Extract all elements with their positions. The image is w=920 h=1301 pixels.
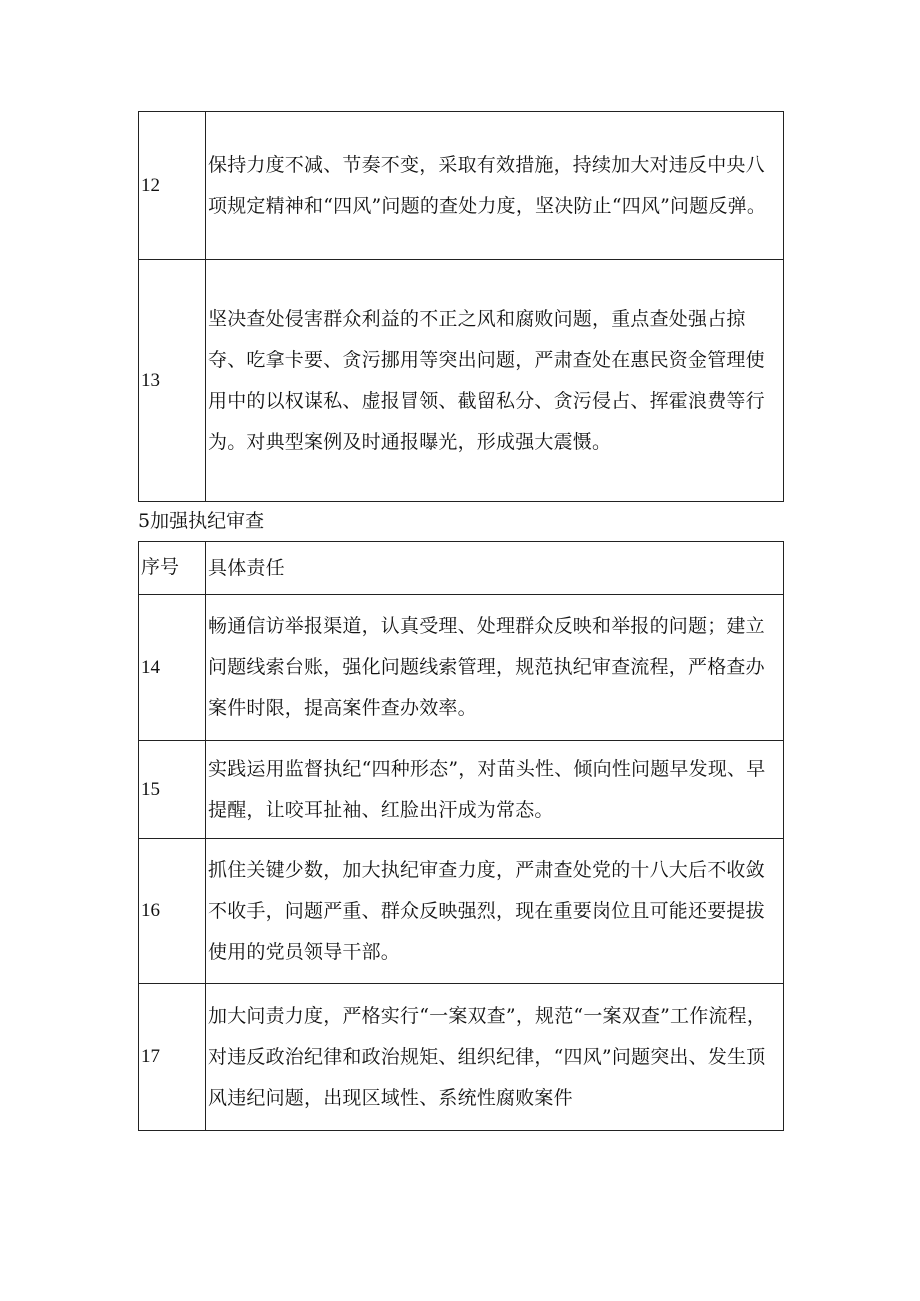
- table-row: [139, 839, 784, 984]
- responsibility-text-cell: 坚决查处侵害群众利益的不正之风和腐败问题，重点查处强占掠夺、吃拿卡要、贪污挪用等突出问题，严肃查处在惠民资金管理使用中的以权谋私、虚报冒领、截留私分、贪污侵占、挥霍浪费等行为。对典型案例及时通报曝光，形成强大震慑。: [206, 260, 784, 502]
- responsibility-text-cell: 加大问责力度，严格实行“一案双查”，规范“一案双查”工作流程，对违反政治纪律和政治规矩、组织纪律，“四风”问题突出、发生顶风违纪问题，出现区域性、系统性腐败案件: [206, 984, 784, 1131]
- row-number-cell: 15: [139, 741, 206, 839]
- row-number-cell: 12: [139, 112, 206, 260]
- row-number-cell: 13: [139, 260, 206, 502]
- responsibility-text-cell: 保持力度不减、节奏不变，采取有效措施，持续加大对违反中央八项规定精神和“四风”问题的查处力度，坚决防止“四风”问题反弹。: [206, 112, 784, 260]
- row-number-cell: 16: [139, 839, 206, 984]
- responsibility-table: [138, 541, 784, 1131]
- column-header-number: 序号: [139, 542, 206, 595]
- column-header-responsibility: 具体责任: [206, 542, 784, 595]
- table-row: [139, 984, 784, 1131]
- table-header-row: [139, 542, 784, 595]
- table-row: [139, 741, 784, 839]
- responsibility-text-cell: 抓住关键少数，加大执纪审查力度，严肃查处党的十八大后不收敛不收手，问题严重、群众反映强烈，现在重要岗位且可能还要提拔使用的党员领导干部。: [206, 839, 784, 984]
- responsibility-table-continued: [138, 111, 784, 502]
- table-row: [139, 595, 784, 741]
- responsibility-text-cell: 畅通信访举报渠道，认真受理、处理群众反映和举报的问题；建立问题线索台账，强化问题线索管理，规范执纪审查流程，严格查办案件时限，提高案件查办效率。: [206, 595, 784, 741]
- table-row: [139, 112, 784, 260]
- table-row: [139, 260, 784, 502]
- responsibility-text-cell: 实践运用监督执纪“四种形态”，对苗头性、倾向性问题早发现、早提醒，让咬耳扯袖、红脸出汗成为常态。: [206, 741, 784, 839]
- section-heading: 5加强执纪审查: [138, 510, 265, 532]
- row-number-cell: 14: [139, 595, 206, 741]
- row-number-cell: 17: [139, 984, 206, 1131]
